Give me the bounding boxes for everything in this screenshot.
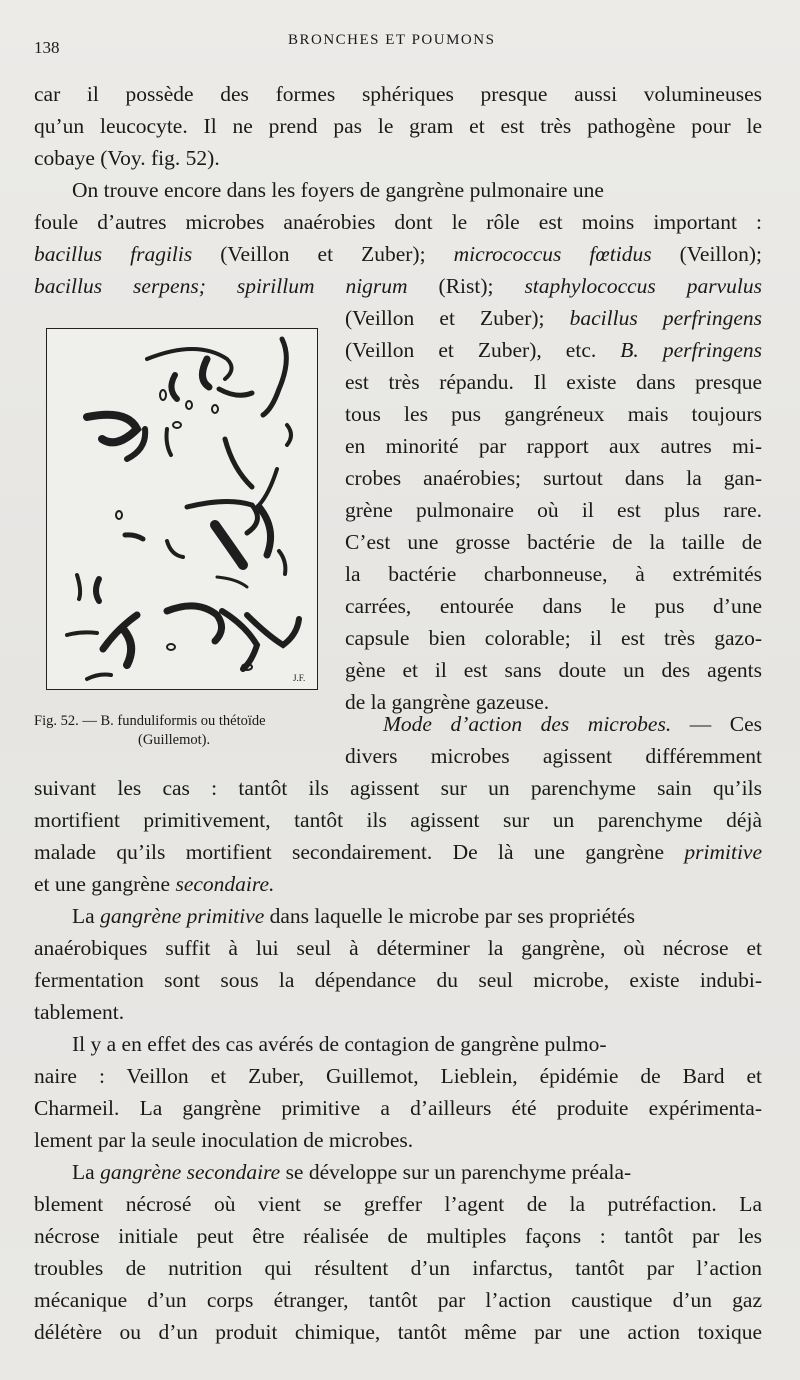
- text-line: malade qu’ils mortifient secondairement. De là une gangrène primitive: [34, 840, 762, 864]
- text-line: C’est une grosse bactérie de la taille de: [345, 530, 762, 554]
- bacterium-mark: [87, 675, 111, 680]
- coccus-mark: [186, 401, 192, 409]
- bacterium-mark: [279, 551, 285, 574]
- text-line: capsule bien colorable; il est très gazo-: [345, 626, 762, 650]
- text-line: (Veillon et Zuber), etc. B. perfringens: [345, 338, 762, 362]
- caption-line: (Guillemot).: [138, 732, 211, 748]
- text-line: qu’un leucocyte. Il ne prend pas le gram et est très pathogène pour le: [34, 114, 762, 138]
- bacterium-mark: [219, 389, 252, 395]
- species-name: bacillus fragilis: [34, 242, 193, 266]
- bacterium-mark: [77, 575, 80, 599]
- species-name: staphylococcus parvulus: [524, 274, 762, 298]
- bacterium-mark: [96, 579, 99, 601]
- figure-caption: [34, 712, 344, 750]
- text-line: mortifient primitivement, tantôt ils agissent sur un parenchyme déjà: [34, 808, 762, 832]
- text-line: bacillus fragilis (Veillon et Zuber); micrococcus fœtidus (Veillon);: [34, 242, 762, 266]
- text-line: suivant les cas : tantôt ils agissent sur un parenchyme sain qu’ils: [34, 776, 762, 800]
- bacterium-mark: [263, 339, 286, 415]
- text-line: lement par la seule inoculation de microbes.: [34, 1128, 414, 1152]
- text-line: de la gangrène gazeuse.: [345, 690, 550, 714]
- text-line: anaérobiques suffit à lui seul à déterminer la gangrène, où nécrose et: [34, 936, 762, 960]
- text-line: Charmeil. La gangrène primitive a d’ailleurs été produite expérimenta-: [34, 1096, 762, 1120]
- coccus-mark: [167, 644, 175, 650]
- text-line: fermentation sont sous la dépendance du seul microbe, existe indubi-: [34, 968, 762, 992]
- species-name: bacillus serpens; spirillum nigrum: [34, 274, 408, 298]
- bacteria-drawing: [47, 329, 317, 689]
- bacterium-mark: [259, 507, 271, 555]
- bacterium-mark: [147, 349, 232, 379]
- bacterium-mark: [125, 535, 143, 539]
- text-line: divers microbes agissent différemment: [345, 744, 762, 768]
- bacterium-mark: [225, 439, 252, 487]
- bacterium-mark: [67, 632, 97, 635]
- text-line: grène pulmonaire où il est plus rare.: [345, 498, 762, 522]
- species-name: B. perfringens: [620, 338, 762, 362]
- species-name: micrococcus fœtidus: [453, 242, 652, 266]
- coccus-mark: [173, 422, 181, 428]
- section-heading: Mode d’action des microbes.: [383, 712, 672, 736]
- text-line: Il y a en effet des cas avérés de contagion de gangrène pulmo-: [72, 1032, 607, 1056]
- bacterium-mark: [217, 577, 247, 587]
- bacterium-mark: [202, 359, 209, 387]
- bacterium-mark: [167, 606, 222, 641]
- bacterium-mark: [287, 425, 291, 445]
- bacterium-mark: [123, 629, 131, 665]
- text-line: gène et il est sans doute un des agents: [345, 658, 762, 682]
- text-line: est très répandu. Il existe dans presque: [345, 370, 762, 394]
- text-line: mécanique d’un corps étranger, tantôt par l’action caustique d’un gaz: [34, 1288, 762, 1312]
- text-line: délétère ou d’un produit chimique, tantôt même par une action toxique: [34, 1320, 762, 1344]
- text-line: tous les pus gangréneux mais toujours: [345, 402, 762, 426]
- text-line: car il possède des formes sphériques presque aussi volumineuses: [34, 82, 762, 106]
- text-line: bacillus serpens; spirillum nigrum (Rist); staphylococcus parvulus: [34, 274, 762, 298]
- bacteria-illustration: [46, 328, 318, 690]
- caption-line: Fig. 52. — B. funduliformis ou thétoïde: [34, 713, 266, 729]
- bacterium-mark: [215, 525, 243, 565]
- text-line: nécrose initiale peut être réalisée de multiples façons : tantôt par les: [34, 1224, 762, 1248]
- bacterium-mark: [167, 429, 172, 455]
- text-line: tablement.: [34, 1000, 125, 1024]
- section-heading-line: Mode d’action des microbes. — Ces: [383, 712, 762, 736]
- text-line: crobes anaérobies; surtout dans la gan-: [345, 466, 762, 490]
- text-line: troubles de nutrition qui résultent d’un infarctus, tantôt par l’action: [34, 1256, 762, 1280]
- bacterium-mark: [87, 415, 137, 443]
- text-line: blement nécrosé où vient se greffer l’agent de la putréfaction. La: [34, 1192, 762, 1216]
- text-line: La gangrène secondaire se développe sur un parenchyme préala-: [72, 1160, 632, 1184]
- bacterium-mark: [259, 469, 277, 505]
- species-name: bacillus perfringens: [569, 306, 762, 330]
- text-line: la bactérie charbonneuse, à extrémités: [345, 562, 762, 586]
- page-header: [0, 30, 800, 60]
- text-line: cobaye (Voy. fig. 52).: [34, 146, 220, 170]
- bacterium-mark: [167, 541, 183, 557]
- illustrator-signature: J.F.: [293, 673, 306, 683]
- running-title: BRONCHES ET POUMONS: [288, 32, 496, 48]
- page-number: 138: [34, 38, 60, 57]
- text-line: (Veillon et Zuber); bacillus perfringens: [345, 306, 762, 330]
- text-line: carrées, entourée dans le pus d’une: [345, 594, 762, 618]
- text-line: foule d’autres microbes anaérobies dont le rôle est moins important :: [34, 210, 762, 234]
- text-line: en minorité par rapport aux autres mi-: [345, 434, 762, 458]
- text-line: On trouve encore dans les foyers de gangrène pulmonaire une: [72, 178, 604, 202]
- coccus-mark: [116, 511, 122, 519]
- coccus-mark: [212, 405, 218, 413]
- bacterium-mark: [171, 375, 177, 399]
- text-line: et une gangrène secondaire.: [34, 872, 275, 896]
- coccus-mark: [160, 390, 166, 400]
- text-line: naire : Veillon et Zuber, Guillemot, Lieblein, épidémie de Bard et: [34, 1064, 762, 1088]
- text-line: La gangrène primitive dans laquelle le microbe par ses propriétés: [72, 904, 636, 928]
